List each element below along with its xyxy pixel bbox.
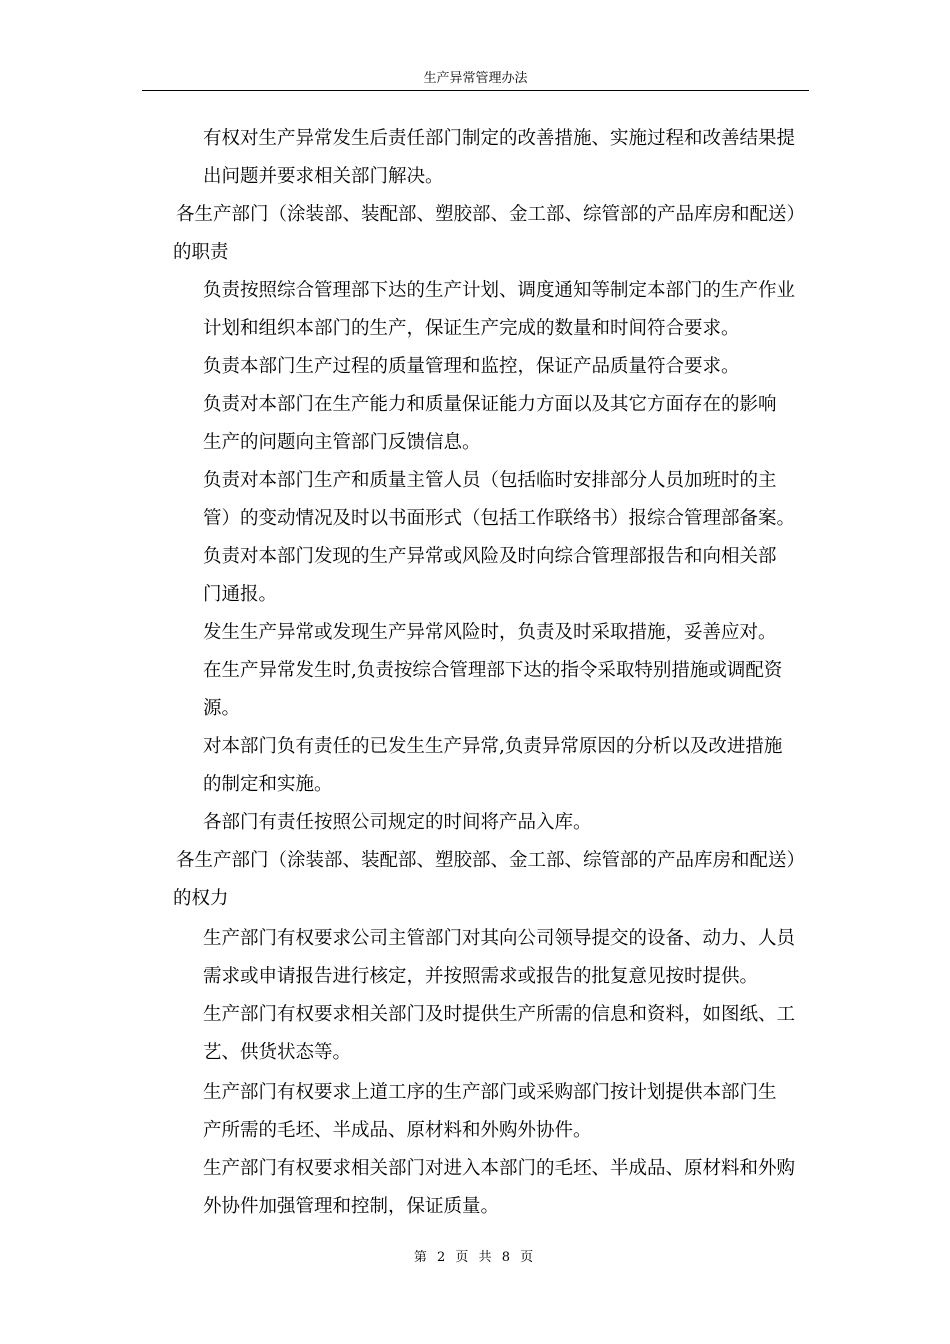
text-line: 门通报。	[203, 584, 278, 605]
running-header: 生产异常管理办法	[142, 72, 809, 91]
text-line: 生产部门有权要求相关部门及时提供生产所需的信息和资料，如图纸、工	[203, 1004, 796, 1025]
text-line: 负责本部门生产过程的质量管理和监控，保证产品质量符合要求。	[203, 356, 740, 377]
text-line: 产所需的毛坯、半成品、原材料和外购外协件。	[203, 1120, 592, 1141]
text-line: 对本部门负有责任的已发生生产异常,负责异常原因的分析以及改进措施	[203, 736, 783, 757]
text-line: 的权力	[173, 888, 229, 909]
text-line: 各部门有责任按照公司规定的时间将产品入库。	[203, 812, 592, 833]
text-line: 发生生产异常或发现生产异常风险时，负责及时采取措施，妥善应对。	[203, 622, 777, 643]
text-line: 负责对本部门生产和质量主管人员（包括临时安排部分人员加班时的主	[203, 470, 777, 491]
text-line: 各生产部门（涂装部、装配部、塑胶部、金工部、综管部的产品库房和配送）	[176, 204, 806, 225]
text-line: 的制定和实施。	[203, 774, 333, 795]
text-line: 计划和组织本部门的生产，保证生产完成的数量和时间符合要求。	[203, 318, 740, 339]
text-line: 负责对本部门发现的生产异常或风险及时向综合管理部报告和向相关部	[203, 546, 777, 567]
page-number: 第 2 页 共 8 页	[413, 1250, 537, 1265]
text-line: 有权对生产异常发生后责任部门制定的改善措施、实施过程和改善结果提	[203, 128, 796, 149]
text-line: 生产的问题向主管部门反馈信息。	[203, 432, 481, 453]
text-line: 出问题并要求相关部门解决。	[203, 166, 444, 187]
text-line: 负责对本部门在生产能力和质量保证能力方面以及其它方面存在的影响	[203, 394, 777, 415]
text-line: 的职责	[173, 242, 229, 263]
text-line: 生产部门有权要求上道工序的生产部门或采购部门按计划提供本部门生	[203, 1082, 777, 1103]
text-line: 生产部门有权要求公司主管部门对其向公司领导提交的设备、动力、人员	[203, 928, 796, 949]
text-line: 负责按照综合管理部下达的生产计划、调度通知等制定本部门的生产作业	[203, 280, 796, 301]
text-line: 在生产异常发生时,负责按综合管理部下达的指令采取特别措施或调配资	[203, 660, 783, 681]
text-line: 需求或申请报告进行核定，并按照需求或报告的批复意见按时提供。	[203, 966, 759, 987]
text-line: 艺、供货状态等。	[203, 1042, 352, 1063]
text-line: 外协件加强管理和控制，保证质量。	[203, 1196, 500, 1217]
text-line: 管）的变动情况及时以书面形式（包括工作联络书）报综合管理部备案。	[203, 508, 796, 529]
text-line: 生产部门有权要求相关部门对进入本部门的毛坯、半成品、原材料和外购	[203, 1158, 796, 1179]
text-line: 源。	[203, 698, 241, 719]
text-line: 各生产部门（涂装部、装配部、塑胶部、金工部、综管部的产品库房和配送）	[176, 850, 806, 871]
